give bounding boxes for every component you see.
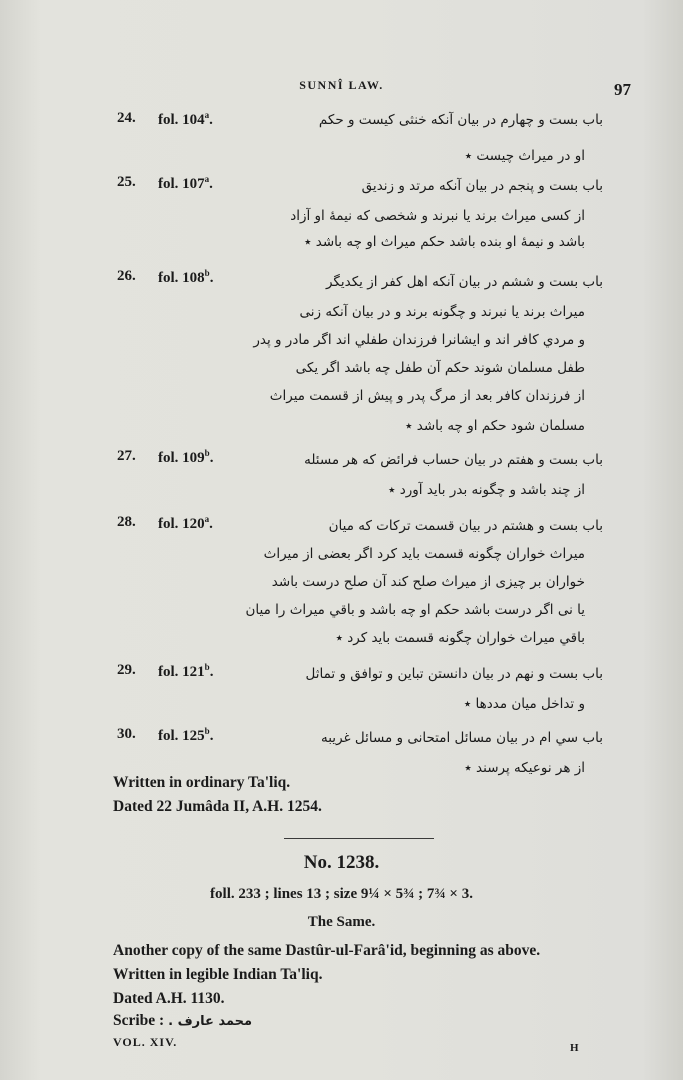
persian-line: باقي ميراث خواران چگونه قسمت بايد كرد ٭	[335, 630, 585, 646]
section-divider	[284, 838, 434, 839]
record-scribe	[113, 1012, 252, 1030]
record-details: foll. 233 ; lines 13 ; size 9¼ × 5¾ ; 7¾ × 3.	[210, 886, 473, 902]
persian-line: خواران بر چيزى از ميراث صلح كند آن صلح درست باشد	[271, 574, 585, 590]
record-title: The Same.	[307, 914, 376, 930]
persian-line: باب بست و چهارم در بيان آنكه خنثى كيست و حكم	[318, 112, 603, 128]
persian-line: او در ميراث چيست ٭	[464, 148, 585, 164]
persian-line: باب بست و هشتم در بيان قسمت تركات كه ميان	[328, 518, 603, 534]
entry-number: 28.	[117, 514, 136, 530]
persian-line: طفل مسلمان شوند حكم آن طفل چه باشد اگر يكى	[295, 360, 585, 376]
scribe-name: محمد عارف .	[168, 1014, 253, 1029]
record-script: Written in legible Indian Ta'liq.	[113, 966, 323, 983]
script-note: Written in ordinary Ta'liq.	[113, 774, 291, 791]
persian-line: يا نى اگر درست باشد حكم او چه باشد و باقي ميراث را ميان	[245, 602, 585, 618]
record-description: Another copy of the same Dastûr-ul-Farâ'id, beginning as above.	[113, 942, 541, 959]
persian-line: باب بست و ششم در بيان آنكه اهل كفر از يكديگر	[325, 274, 603, 290]
persian-line: و مردي كافر اند و ايشانرا فرزندان طفلي اند اگر مادر و پدر	[253, 332, 585, 348]
folio-reference: fol. 107$^a$.	[158, 174, 213, 192]
record-date: Dated A.H. 1130.	[113, 990, 225, 1007]
folio-reference: fol. 125$^b$.	[158, 726, 214, 744]
folio-reference: fol. 121$^b$.	[158, 662, 214, 680]
entry-number: 27.	[117, 448, 136, 464]
running-head: SUNNÎ LAW.	[299, 78, 384, 92]
persian-line: باب بست و نهم در بيان دانستن تباين و توافق و تماثل	[305, 666, 603, 682]
gathering-signature: H	[570, 1042, 579, 1054]
entry-number: 24.	[117, 110, 136, 126]
persian-line: ميراث برند يا نبرند و چگونه برند و در بيان آنكه زنى	[299, 304, 585, 320]
date-note: Dated 22 Jumâda II, A.H. 1254.	[113, 798, 322, 815]
persian-line: از چند باشد و چگونه بدر بايد آورد ٭	[388, 482, 585, 498]
folio-reference: fol. 120$^a$.	[158, 514, 213, 532]
scribe-label: Scribe :	[113, 1012, 165, 1029]
persian-line: باب بست و هفتم در بيان حساب فرائض كه هر مسئله	[304, 452, 603, 468]
persian-line: باب بست و پنجم در بيان آنكه مرتد و زنديق	[361, 178, 603, 194]
persian-line: ميراث خواران چگونه قسمت بايد كرد اگر بعضى از ميراث	[263, 546, 585, 562]
persian-line: از هر نوعيكه پرسند ٭	[464, 760, 585, 776]
folio-reference: fol. 108$^b$.	[158, 268, 214, 286]
volume-signature: VOL. XIV.	[113, 1035, 178, 1049]
persian-line: و تداخل ميان مددها ٭	[463, 696, 585, 712]
persian-line: از فرزندان كافر بعد از مرگ پدر و پيش از قسمت ميراث	[269, 388, 585, 404]
entry-number: 30.	[117, 726, 136, 742]
entry-number: 29.	[117, 662, 136, 678]
persian-line: از كسى ميراث برند يا نبرند و شخصى كه نيمهٔ او آزاد	[290, 208, 585, 224]
entry-number: 26.	[117, 268, 136, 284]
folio-reference: fol. 109$^b$.	[158, 448, 214, 466]
persian-line: باشد و نيمهٔ او بنده باشد حكم ميراث او چه باشد ٭	[304, 234, 585, 250]
entry-number: 25.	[117, 174, 136, 190]
persian-line: باب سي ام در بيان مسائل امتحانى و مسائل غريبه	[321, 730, 603, 746]
folio-reference: fol. 104$^a$.	[158, 110, 213, 128]
record-number: No. 1238.	[303, 852, 380, 873]
page-number: 97	[614, 80, 631, 99]
persian-line: مسلمان شود حكم او چه باشد ٭	[405, 418, 585, 434]
